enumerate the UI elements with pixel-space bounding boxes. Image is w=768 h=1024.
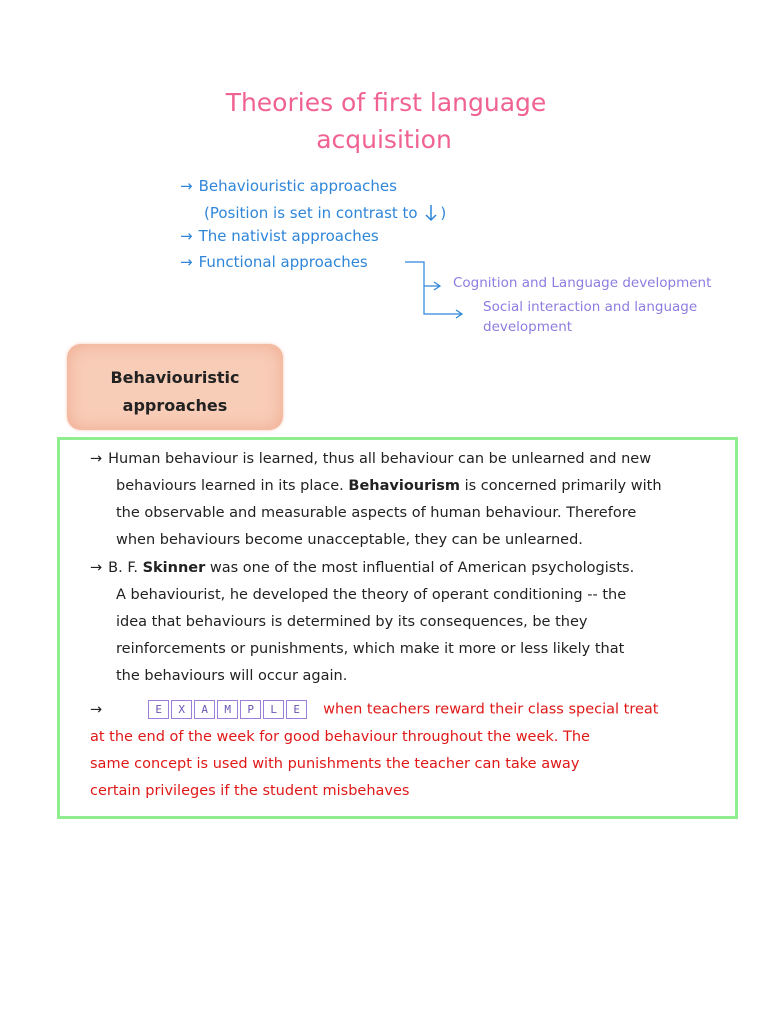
section-sticky-note: [67, 344, 283, 430]
approach-label: Functional approaches: [198, 253, 368, 271]
sticky-line1: Behaviouristic: [110, 368, 240, 387]
approach-label: Behaviouristic approaches: [198, 177, 397, 195]
sticky-line2: approaches: [122, 396, 228, 415]
arrow-icon: →: [90, 451, 103, 467]
example-letter: A: [194, 700, 215, 719]
sub-item-social-line2: development: [483, 319, 573, 335]
paragraph-2: [90, 555, 730, 690]
paragraph-1: [90, 446, 730, 554]
example-letter: P: [240, 700, 261, 719]
example-letter: M: [217, 700, 238, 719]
approach-label: The nativist approaches: [198, 227, 379, 245]
text-line: B. F.: [108, 560, 143, 576]
text-line: A behaviourist, he developed the theory of operant conditioning -- the: [116, 587, 627, 603]
text-line: reinforcements or punishments, which make it more or less likely that: [116, 641, 625, 657]
example-text: at the end of the week for good behaviour throughout the week. The: [90, 728, 590, 745]
text-line: behaviours learned in its place.: [116, 478, 349, 494]
arrow-icon: →: [180, 177, 193, 195]
arrow-icon: →: [180, 253, 193, 271]
text-line: the behaviours will occur again.: [116, 668, 348, 684]
example-letter: X: [171, 700, 192, 719]
example-badge: [148, 696, 309, 723]
arrow-icon: →: [90, 701, 103, 718]
text-line: Human behaviour is learned, thus all behaviour can be unlearned and new: [108, 451, 652, 467]
page-title-line1: Theories of first language: [225, 88, 547, 117]
sub-item-social-line1: Social interaction and language: [483, 299, 698, 315]
paragraph-3: [90, 696, 730, 805]
page-title-line2: acquisition: [316, 125, 452, 154]
example-text: when teachers reward their class special treat: [323, 701, 659, 718]
example-text: certain privileges if the student misbehaves: [90, 782, 410, 799]
sub-item-cognition: Cognition and Language development: [453, 275, 712, 291]
approach-note-text: (Position is set in contrast to: [204, 204, 418, 222]
arrow-icon: →: [180, 227, 193, 245]
bold-term: Skinner: [142, 560, 206, 576]
text-line: was one of the most influential of American psychologists.: [205, 560, 635, 576]
example-text: same concept is used with punishments the teacher can take away: [90, 755, 580, 772]
approach-note-end: ): [440, 204, 447, 222]
example-letter: E: [148, 700, 169, 719]
text-line: when behaviours become unacceptable, they can be unlearned.: [116, 532, 583, 548]
text-line: is concerned primarily with: [459, 478, 662, 494]
bold-term: Behaviourism: [348, 478, 460, 494]
example-letter: L: [263, 700, 284, 719]
example-letter: E: [286, 700, 307, 719]
arrow-icon: →: [90, 560, 103, 576]
text-line: the observable and measurable aspects of human behaviour. Therefore: [116, 505, 637, 521]
text-line: idea that behaviours is determined by its consequences, be they: [116, 614, 588, 630]
